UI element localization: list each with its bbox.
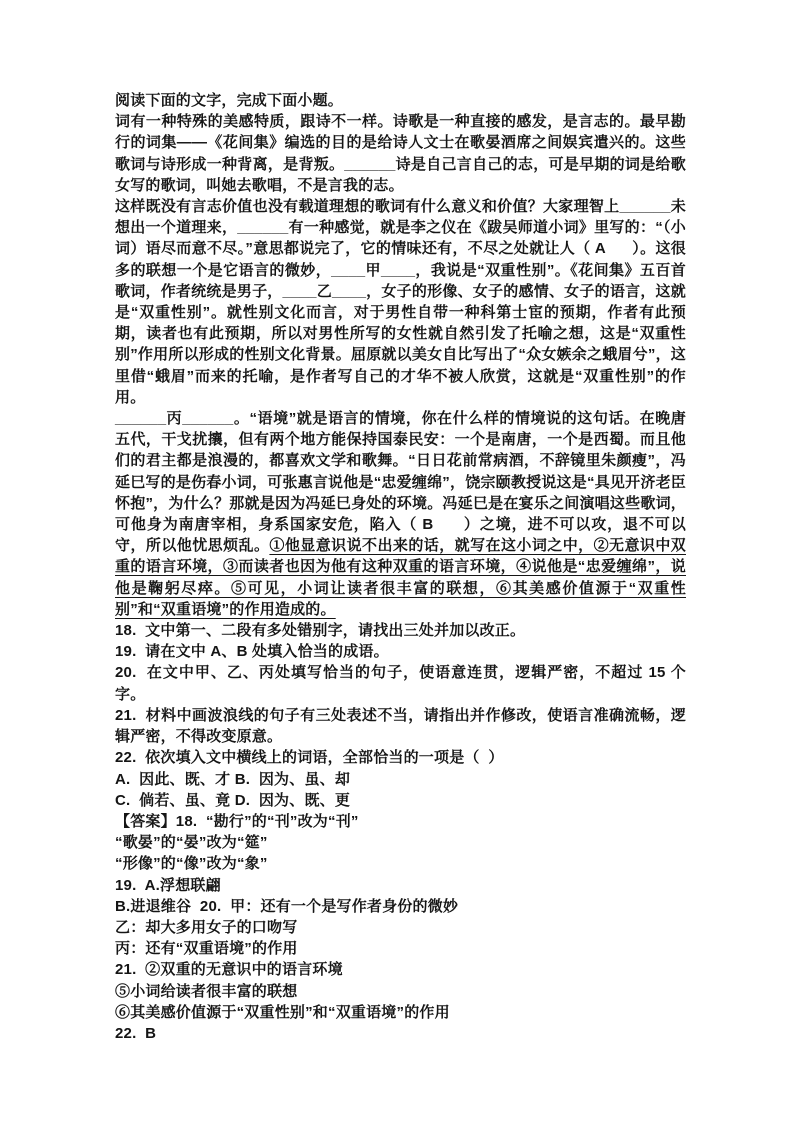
text-segment: 这样既没有言志价值也没有载道理想的歌词有什么意义和价值？大家理智上______未想出一个道理来，______有一种感觉，就是李之仪在《跋吴师道小词》里写的：“（小词）语尽而意不尽。”意思都说完了，它的情味还有，不尽之处就让人（ A ）。这很多的联想一个是它语言的微妙，____甲____，我说是“双重性别”。《花间集》五百首歌词，作者统统是男子，____乙____，女子的形像、女子的感情、女子的语言，这就是“双重性别”。就性别文化而言，对于男性自带一种科第士宦的预期，作者有此预期，读者也有此预期，所以对男性所写的女性就自然引发了托喻之想，这是“双重性别”作用所以形成的性别文化背景。屈原就以美女自比写出了“众女嫉余之蛾眉兮”，这里借“蛾眉”而来的托喻，是作者写自己的才华不被人欣赏，这就是“双重性别”的作用。 <box>115 198 686 406</box>
reading-prompt <box>115 90 686 111</box>
answer-20-yi <box>115 917 686 938</box>
text-segment: “形像”的“像”改为“象” <box>115 855 268 873</box>
answer-22 <box>115 1023 686 1044</box>
answer-19-b-and-20-jia <box>115 896 686 917</box>
passage-para-1 <box>115 111 686 196</box>
text-segment: B.进退维谷 20. 甲：还有一个是写作者身份的微妙 <box>115 897 459 915</box>
text-segment: C. 倘若、虽、竟 D. 因为、既、更 <box>115 791 351 809</box>
text-segment: 阅读下面的文字，完成下面小题。 <box>115 92 344 109</box>
passage-para-3 <box>115 408 686 620</box>
wavy-underlined-sentence: ①他显意识说不出来的话，就写在这小词之中，②无意识中双重的语言环境，③而读者也因为他有这种双重的语言环境，④说他是“忠爱缠绵”，说他是鞠躬尽瘁。⑤可见，小词让读者很丰富的联想，⑥其美感价值源于“双重性别”和“双重语境”的作用造成的。 <box>115 537 686 618</box>
question-21 <box>115 705 686 747</box>
text-segment: A. 因此、既、才 B. 因为、虽、却 <box>115 770 351 788</box>
text-segment: 22. 依次填入文中横线上的词语，全部恰当的一项是（ ） <box>115 749 504 767</box>
text-segment: 19. 请在文中 A、B 处填入恰当的成语。 <box>115 643 389 661</box>
answer-19-a <box>115 875 686 896</box>
answer-21-line-2 <box>115 981 686 1002</box>
options-c-d <box>115 790 686 811</box>
text-segment: ⑥其美感价值源于“双重性别”和“双重语境”的作用 <box>115 1003 450 1021</box>
text-segment: 19. A.浮想联翩 <box>115 876 221 894</box>
text-segment: 乙：却大多用女子的口吻写 <box>115 918 298 936</box>
text-segment: ______丙______。“语境”就是语言的情境，你在什么样的情境说的这句话。在晚唐五代，干戈扰攘，但有两个地方能保持国泰民安：一个是南唐，一个是西蜀。而且他们的君主都是浪漫的，都喜欢文学和歌舞。“日日花前常病酒，不辞镜里朱颜瘦”，冯延巳写的是伤春小词，可张惠言说他是“忠爱缠绵”，饶宗颐教授说这是“具见开济老臣怀抱”，为什么？那就是因为冯延巳身处的环境。冯延巳是在宴乐之间演唱这些歌词，可他身为南唐宰相，身系国家安危，陷入（ B ）之境，进不可以攻，退不可以守，所以他忧思烦乱。 <box>115 410 686 555</box>
question-20 <box>115 662 686 704</box>
text-segment: 21. ②双重的无意识中的语言环境 <box>115 961 343 979</box>
options-a-b <box>115 769 686 790</box>
text-segment: ⑤小词给读者很丰富的联想 <box>115 982 298 1000</box>
text-segment: 22. B <box>115 1024 157 1042</box>
text-segment: “歌晏”的“晏”改为“筵” <box>115 834 268 852</box>
question-18 <box>115 620 686 641</box>
text-segment: 18. 文中第一、二段有多处错别字，请找出三处并加以改正。 <box>115 622 526 640</box>
question-19 <box>115 641 686 662</box>
question-22 <box>115 747 686 768</box>
answer-18-line-2 <box>115 832 686 853</box>
text-segment: 20. 在文中甲、乙、丙处填写恰当的句子，使语意连贯，逻辑严密，不超过 15 个字。 <box>115 664 686 703</box>
answer-20-bing <box>115 938 686 959</box>
document-body <box>115 90 686 1044</box>
answer-21-line-1 <box>115 959 686 980</box>
answer-18-line-1 <box>115 811 686 832</box>
text-segment: 词有一种特殊的美感特质，跟诗不一样。诗歌是一种直接的感发，是言志的。最早勘行的词集——《花间集》编选的目的是给诗人文士在歌晏酒席之间娱宾遣兴的。这些歌词与诗形成一种背离，是背叛。______诗是自己言自己的志，可是早期的词是给歌女写的歌词，叫她去歌唱，不是言我的志。 <box>115 113 686 194</box>
text-segment: 21. 材料中画波浪线的句子有三处表述不当，请指出并作修改，使语言准确流畅，逻辑严密，不得改变原意。 <box>115 706 686 746</box>
answer-18-line-3 <box>115 853 686 874</box>
answer-21-line-3 <box>115 1002 686 1023</box>
text-segment: 丙：还有“双重语境”的作用 <box>115 940 298 958</box>
passage-para-2 <box>115 196 686 408</box>
text-segment: 【答案】18. “勘行”的“刊”改为“刊” <box>115 812 359 830</box>
